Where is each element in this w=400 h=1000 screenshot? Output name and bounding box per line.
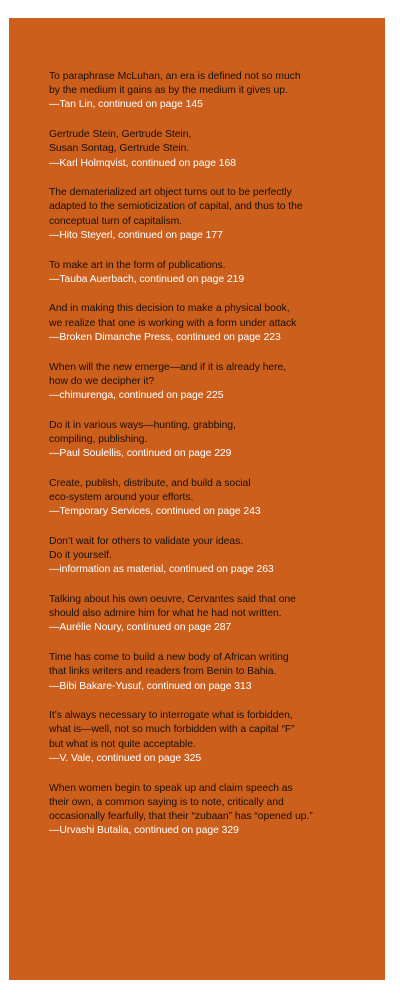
quote-text-line: It’s always necessary to interrogate what is forbidden, [49, 710, 293, 722]
quote-text-line: Gertrude Stein, Gertrude Stein, [49, 129, 192, 141]
quote-block [49, 128, 375, 171]
quote-text-line: by the medium it gains as by the medium it gives up. [49, 85, 288, 97]
quote-attribution: —Temporary Services, continued on page 243 [49, 506, 261, 518]
quote-attribution: —Hito Steyerl, continued on page 177 [49, 229, 223, 241]
quote-text-line: eco-system around your efforts. [49, 491, 194, 503]
quote-text-line: adapted to the semioticization of capital, and thus to the [49, 201, 303, 213]
quote-block [49, 782, 375, 839]
quote-text-line: their own, a common saying is to note, critically and [49, 796, 284, 808]
quote-block [49, 302, 375, 345]
quote-text-line: that links writers and readers from Benin to Bahia. [49, 666, 277, 678]
quote-text-line: Susan Sontag, Gertrude Stein. [49, 143, 190, 155]
quote-text-line: compiling, publishing. [49, 433, 148, 445]
quote-attribution: —Karl Holmqvist, continued on page 168 [49, 157, 236, 169]
quote-attribution: —V. Vale, continued on page 325 [49, 752, 202, 764]
quote-block [49, 419, 375, 462]
quote-text-line: Time has come to build a new body of African writing [49, 652, 289, 664]
quote-block [49, 651, 375, 694]
quote-block [49, 477, 375, 520]
quote-list [49, 70, 375, 838]
quote-attribution: —chimurenga, continued on page 225 [49, 389, 224, 401]
quote-text-line: what is—well, not so much forbidden with a capital “F” [49, 724, 295, 736]
quote-attribution: —information as material, continued on page 263 [49, 564, 274, 576]
quote-text-line: To make art in the form of publications. [49, 259, 226, 271]
quote-attribution: —Paul Soulellis, continued on page 229 [49, 448, 232, 460]
quote-text-line: Talking about his own oeuvre, Cervantes said that one [49, 593, 296, 605]
quote-text-line: Do it yourself. [49, 550, 112, 562]
quote-block [49, 709, 375, 766]
quote-attribution: —Bibi Bakare-Yusuf, continued on page 313 [49, 680, 252, 692]
quote-text-line: The dematerialized art object turns out to be perfectly [49, 187, 292, 199]
quote-text-line: Don’t wait for others to validate your ideas. [49, 535, 244, 547]
quote-block [49, 361, 375, 404]
quote-block [49, 535, 375, 578]
quote-text-line: should also admire him for what he had not written. [49, 608, 282, 620]
quote-text-line: And in making this decision to make a physical book, [49, 303, 290, 315]
quote-block [49, 593, 375, 636]
quote-attribution: —Urvashi Butalia, continued on page 329 [49, 825, 239, 837]
quote-attribution: —Tan Lin, continued on page 145 [49, 99, 203, 111]
quote-text-line: Do it in various ways—hunting, grabbing, [49, 419, 236, 431]
quote-text-line: we realize that one is working with a form under attack [49, 317, 297, 329]
quote-text-line: how do we decipher it? [49, 375, 155, 387]
quote-text-line: occasionally fearfully, that their “zubaan” has “opened up.” [49, 810, 313, 822]
quote-text-line: conceptual turn of capitalism. [49, 215, 183, 227]
quote-text-line: Create, publish, distribute, and build a social [49, 477, 251, 489]
quote-text-line: but what is not quite acceptable. [49, 738, 196, 750]
quote-text-line: When will the new emerge—and if it is already here, [49, 361, 287, 373]
quote-attribution: —Tauba Auerbach, continued on page 219 [49, 273, 245, 285]
quote-attribution: —Aurélie Noury, continued on page 287 [49, 622, 232, 634]
quote-panel [9, 18, 385, 980]
quote-block [49, 70, 375, 113]
quote-text-line: When women begin to speak up and claim speech as [49, 782, 293, 794]
quote-block [49, 186, 375, 243]
quote-text-line: To paraphrase McLuhan, an era is defined not so much [49, 71, 301, 82]
quote-attribution: —Broken Dimanche Press, continued on page 223 [49, 331, 281, 343]
quote-block [49, 259, 375, 287]
